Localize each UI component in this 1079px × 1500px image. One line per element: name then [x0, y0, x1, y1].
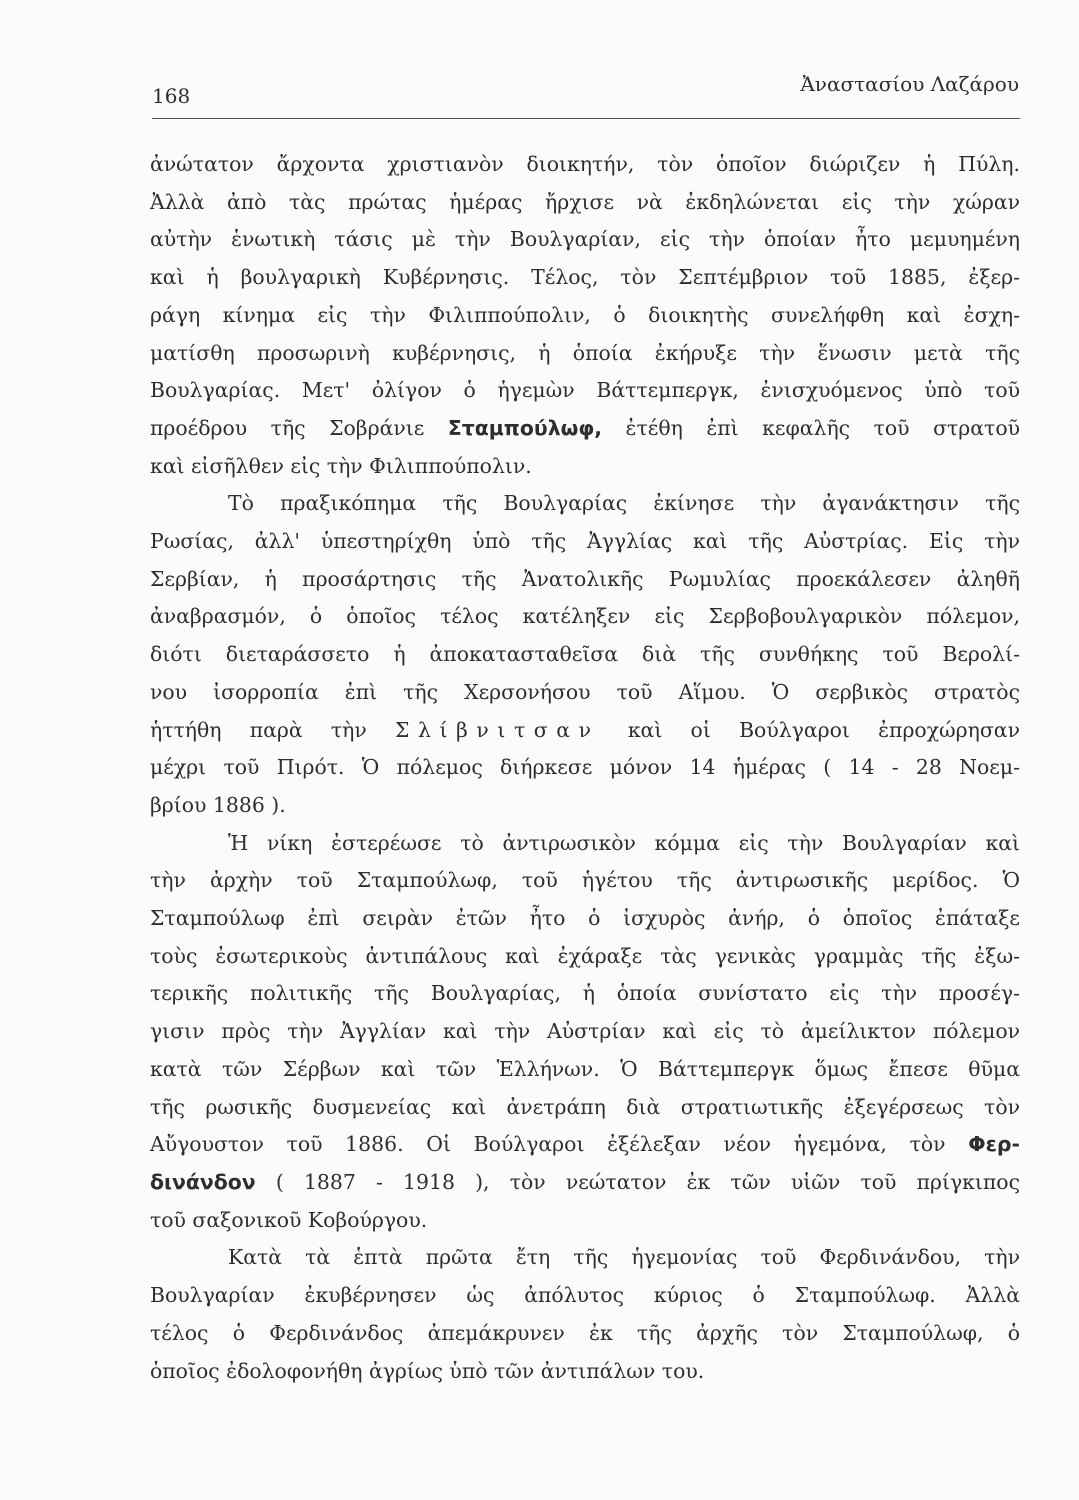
text-line: ματίσθη προσωρινὴ κυβέρνησις, ἡ ὁποία ἐκήρυξε τὴν ἕνωσιν μετὰ τῆς: [150, 340, 1020, 365]
text-line: τερικῆς πολιτικῆς τῆς Βουλγαρίας, ἡ ὁποία συνίστατο εἰς τὴν προσέγ-: [150, 981, 1020, 1006]
text-line: Τὸ πραξικόπημα τῆς Βουλγαρίας ἐκίνησε τὴν ἀγανάκτησιν τῆς: [228, 491, 1020, 516]
paragraph-4: [150, 1239, 1020, 1390]
text-line: Ἀλλὰ ἀπὸ τὰς πρώτας ἡμέρας ἤρχισε νὰ ἐκδηλώνεται εἰς τὴν χώραν: [150, 189, 1020, 214]
text-line: νου ἰσορροπία ἐπὶ τῆς Χερσονήσου τοῦ Αἵμου. Ὁ σερβικὸς στρατὸς: [150, 679, 1020, 704]
text-line: ἀναβρασμόν, ὁ ὁποῖος τέλος κατέληξεν εἰς Σερβοβουλγαρικὸν πόλεμον,: [150, 604, 1020, 629]
text-line: ἡττήθη παρὰ τὴν Σλίβνιτσαν καὶ οἱ Βούλγαροι ἐπροχώρησαν: [150, 717, 1020, 742]
bold-name-ferdinand-part2: δινάνδον: [150, 1169, 256, 1194]
text-line: τῆς ρωσικῆς δυσμενείας καὶ ἀνετράπη διὰ στρατιωτικῆς ἐξεγέρσεως τὸν: [150, 1094, 1020, 1119]
paragraph-1: [150, 146, 1020, 485]
text-line: Βουλγαρίας. Μετ' ὀλίγον ὁ ἡγεμὼν Βάττεμπεργκ, ἐνισχυόμενος ὑπὸ τοῦ: [150, 378, 1020, 403]
bold-name-ferdinand-part1: Φερ-: [968, 1132, 1020, 1157]
text-line: καὶ εἰσῆλθεν εἰς τὴν Φιλιππούπολιν.: [150, 453, 532, 478]
text-line: δινάνδον ( 1887 - 1918 ), τὸν νεώτατον ἐκ τῶν υἱῶν τοῦ πρίγκιπος: [150, 1169, 1020, 1194]
text-line: Σταμπούλωφ ἐπὶ σειρὰν ἐτῶν ἦτο ὁ ἰσχυρὸς ἀνήρ, ὁ ὁποῖος ἐπάταξε: [150, 906, 1020, 931]
text-line: Κατὰ τὰ ἑπτὰ πρῶτα ἔτη τῆς ἡγεμονίας τοῦ Φερδινάνδου, τὴν: [228, 1245, 1020, 1270]
text-line: ράγη κίνημα εἰς τὴν Φιλιππούπολιν, ὁ διοικητὴς συνελήφθη καὶ ἐσχη-: [150, 302, 1020, 327]
paragraph-3: [150, 825, 1020, 1240]
bold-name-stamboulov: Σταμπούλωφ,: [447, 415, 603, 440]
text-line: τὴν ἀρχὴν τοῦ Σταμπούλωφ, τοῦ ἡγέτου τῆς ἀντιρωσικῆς μερίδος. Ὁ: [150, 868, 1020, 893]
text-line: αὐτὴν ἑνωτικὴ τάσις μὲ τὴν Βουλγαρίαν, εἰς τὴν ὁποίαν ἦτο μεμυημένη: [150, 227, 1020, 252]
text-line: Ρωσίας, ἀλλ' ὑπεστηρίχθη ὑπὸ τῆς Ἀγγλίας καὶ τῆς Αὐστρίας. Εἰς τὴν: [150, 529, 1020, 554]
page-number: 168: [152, 84, 191, 108]
text-line: τοῦ σαξονικοῦ Κοβούργου.: [150, 1207, 428, 1232]
running-title: Ἀναστασίου Λαζάρου: [800, 72, 1019, 96]
text-line: Βουλγαρίαν ἐκυβέρνησεν ὡς ἀπόλυτος κύριος ὁ Σταμπούλωφ. Ἀλλὰ: [150, 1283, 1020, 1308]
text-line: διότι διεταράσσετο ἡ ἀποκατασταθεῖσα διὰ τῆς συνθήκης τοῦ Βερολί-: [150, 642, 1020, 667]
text-line: καὶ ἡ βουλγαρικὴ Κυβέρνησις. Τέλος, τὸν Σεπτέμβριον τοῦ 1885, ἐξερ-: [150, 265, 1020, 290]
text-line: Ἡ νίκη ἐστερέωσε τὸ ἀντιρωσικὸν κόμμα εἰς τὴν Βουλγαρίαν καὶ: [228, 830, 1020, 855]
header-rule: [152, 118, 1020, 119]
text-line: μέχρι τοῦ Πιρότ. Ὁ πόλεμος διήρκεσε μόνον 14 ἡμέρας ( 14 - 28 Νοεμ-: [150, 755, 1020, 780]
paragraph-2: [150, 485, 1020, 824]
text-line: γισιν πρὸς τὴν Ἀγγλίαν καὶ τὴν Αὐστρίαν καὶ εἰς τὸ ἀμείλικτον πόλεμον: [150, 1019, 1020, 1044]
text-line: Αὔγουστον τοῦ 1886. Οἱ Βούλγαροι ἐξέλεξαν νέον ἡγεμόνα, τὸν Φερ-: [150, 1132, 1020, 1157]
text-line: τέλος ὁ Φερδινάνδος ἀπεμάκρυνεν ἐκ τῆς ἀρχῆς τὸν Σταμπούλωφ, ὁ: [150, 1320, 1020, 1345]
spaced-name-slivnitsa: Σλίβνιτσαν: [395, 717, 600, 742]
text-line: τοὺς ἐσωτερικοὺς ἀντιπάλους καὶ ἐχάραξε τὰς γενικὰς γραμμὰς τῆς ἐξω-: [150, 943, 1020, 968]
text-line: Σερβίαν, ἡ προσάρτησις τῆς Ἀνατολικῆς Ρωμυλίας προεκάλεσεν ἀληθῆ: [150, 566, 1020, 591]
text-line: κατὰ τῶν Σέρβων καὶ τῶν Ἑλλήνων. Ὁ Βάττεμπεργκ ὅμως ἔπεσε θῦμα: [150, 1056, 1020, 1081]
text-line: βρίου 1886 ).: [150, 792, 286, 817]
text-line: ὁποῖος ἐδολοφονήθη ἀγρίως ὑπὸ τῶν ἀντιπάλων του.: [150, 1358, 705, 1383]
body-text: [150, 146, 1020, 1390]
text-line: προέδρου τῆς Σοβράνιε Σταμπούλωφ, ἐτέθη ἐπὶ κεφαλῆς τοῦ στρατοῦ: [150, 415, 1020, 440]
text-line: ἀνώτατον ἄρχοντα χριστιανὸν διοικητήν, τὸν ὁποῖον διώριζεν ἡ Πύλη.: [150, 152, 1020, 176]
